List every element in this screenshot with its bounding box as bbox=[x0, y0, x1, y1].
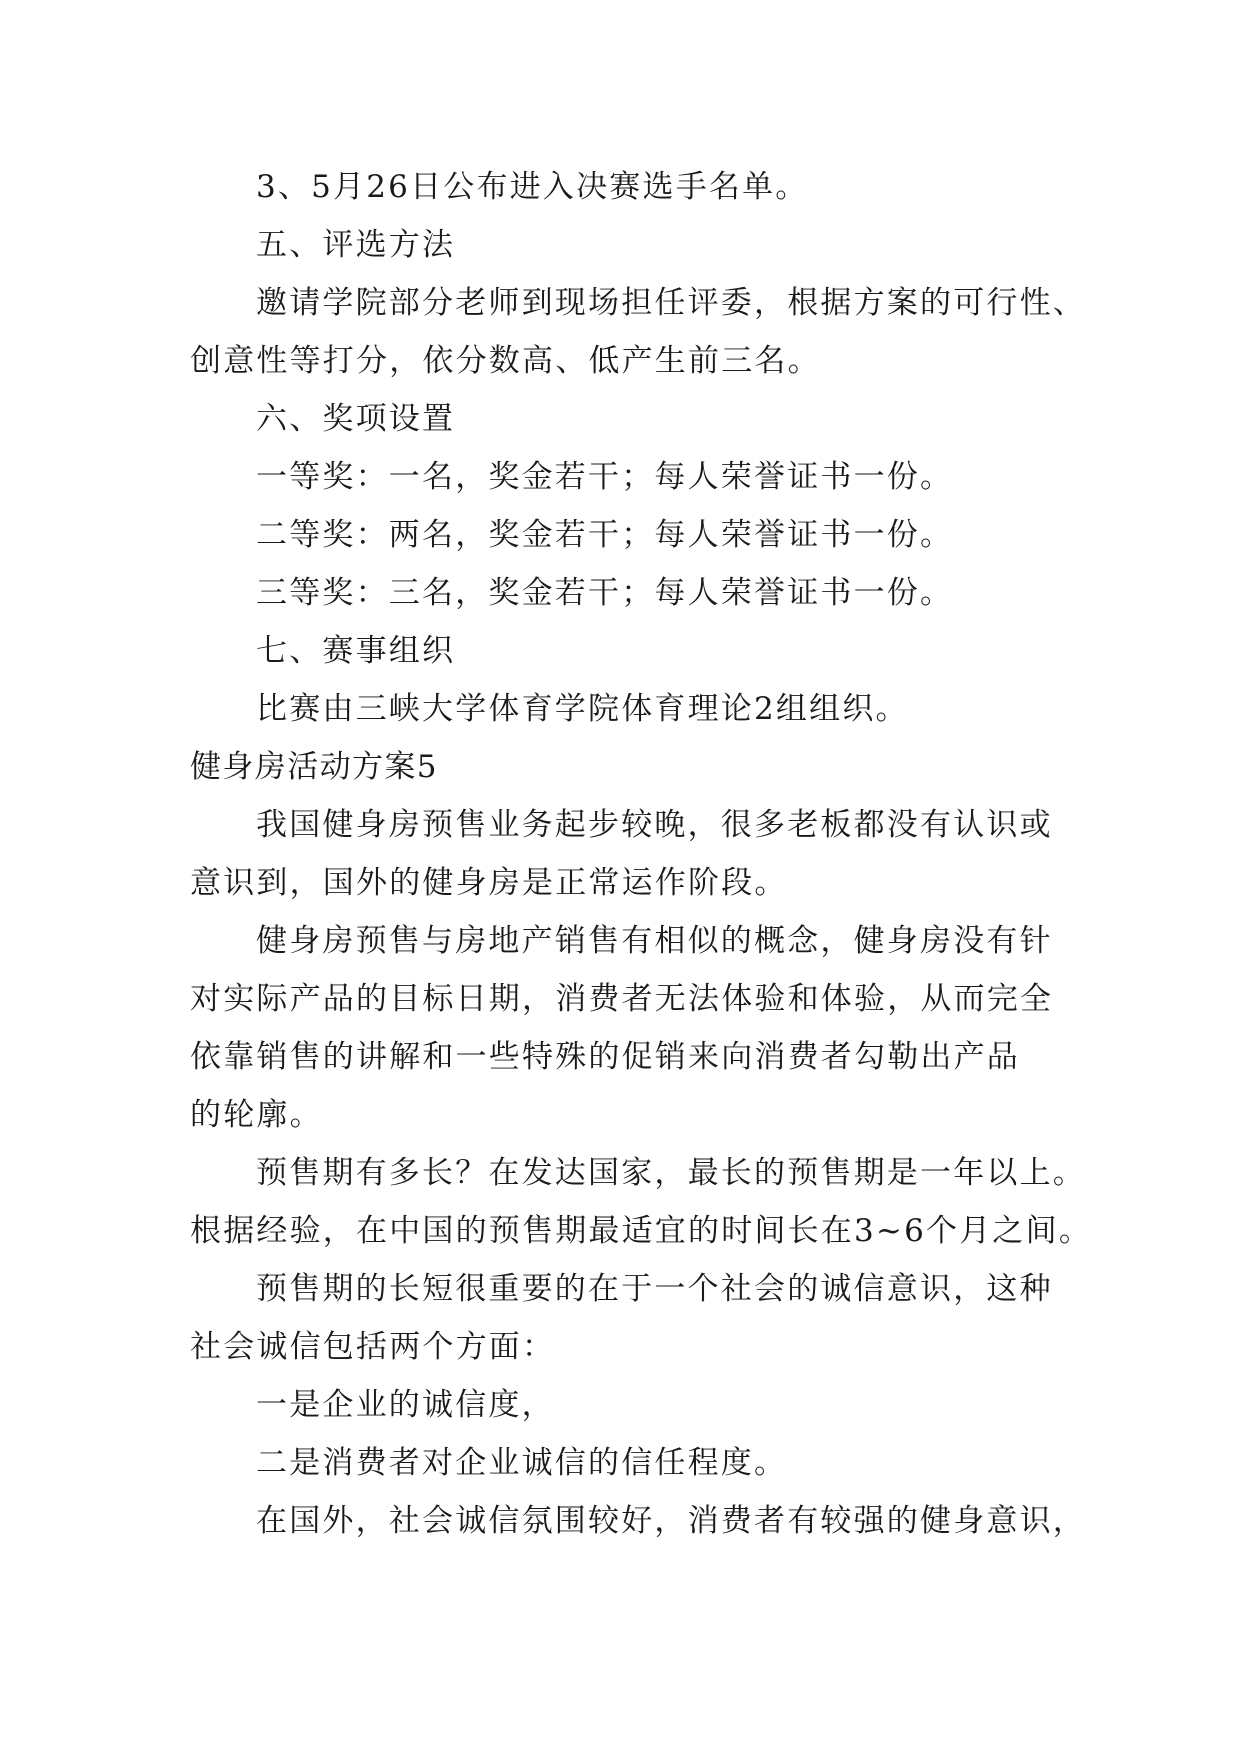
paragraph-line: 预售期有多长？在发达国家，最长的预售期是一年以上。 bbox=[256, 1155, 1086, 1191]
paragraph-line: 意识到，国外的健身房是正常运作阶段。 bbox=[190, 865, 788, 901]
list-item: 一是企业的诚信度， bbox=[256, 1387, 555, 1423]
paragraph-line: 比赛由三峡大学体育学院体育理论2组组织。 bbox=[256, 691, 909, 727]
section-heading: 七、赛事组织 bbox=[256, 633, 456, 669]
paragraph-line: 健身房预售与房地产销售有相似的概念，健身房没有针 bbox=[256, 923, 1053, 959]
section-heading: 六、奖项设置 bbox=[256, 401, 456, 437]
paragraph-line: 依靠销售的讲解和一些特殊的促销来向消费者勾勒出产品 bbox=[190, 1039, 1020, 1075]
document-title: 健身房活动方案5 bbox=[190, 749, 438, 785]
section-heading: 五、评选方法 bbox=[256, 227, 456, 263]
paragraph-line: 在国外，社会诚信氛围较好，消费者有较强的健身意识， bbox=[256, 1503, 1086, 1539]
paragraph-line: 的轮廓。 bbox=[190, 1097, 323, 1133]
list-item: 二是消费者对企业诚信的信任程度。 bbox=[256, 1445, 788, 1481]
list-item: 一等奖：一名，奖金若干；每人荣誉证书一份。 bbox=[256, 459, 954, 495]
paragraph-line: 社会诚信包括两个方面： bbox=[190, 1329, 556, 1365]
list-item: 三等奖：三名，奖金若干；每人荣誉证书一份。 bbox=[256, 575, 954, 611]
paragraph-line: 对实际产品的目标日期，消费者无法体验和体验，从而完全 bbox=[190, 981, 1054, 1017]
paragraph-line: 预售期的长短很重要的在于一个社会的诚信意识，这种 bbox=[256, 1271, 1053, 1307]
paragraph-line: 我国健身房预售业务起步较晚，很多老板都没有认识或 bbox=[256, 807, 1053, 843]
list-item: 二等奖：两名，奖金若干；每人荣誉证书一份。 bbox=[256, 517, 954, 553]
paragraph-line: 3、5月26日公布进入决赛选手名单。 bbox=[256, 169, 809, 205]
paragraph-line: 邀请学院部分老师到现场担任评委，根据方案的可行性、 bbox=[256, 285, 1086, 321]
paragraph-line: 根据经验，在中国的预售期最适宜的时间长在3~6个月之间。 bbox=[190, 1213, 1093, 1249]
paragraph-line: 创意性等打分，依分数高、低产生前三名。 bbox=[190, 343, 821, 379]
